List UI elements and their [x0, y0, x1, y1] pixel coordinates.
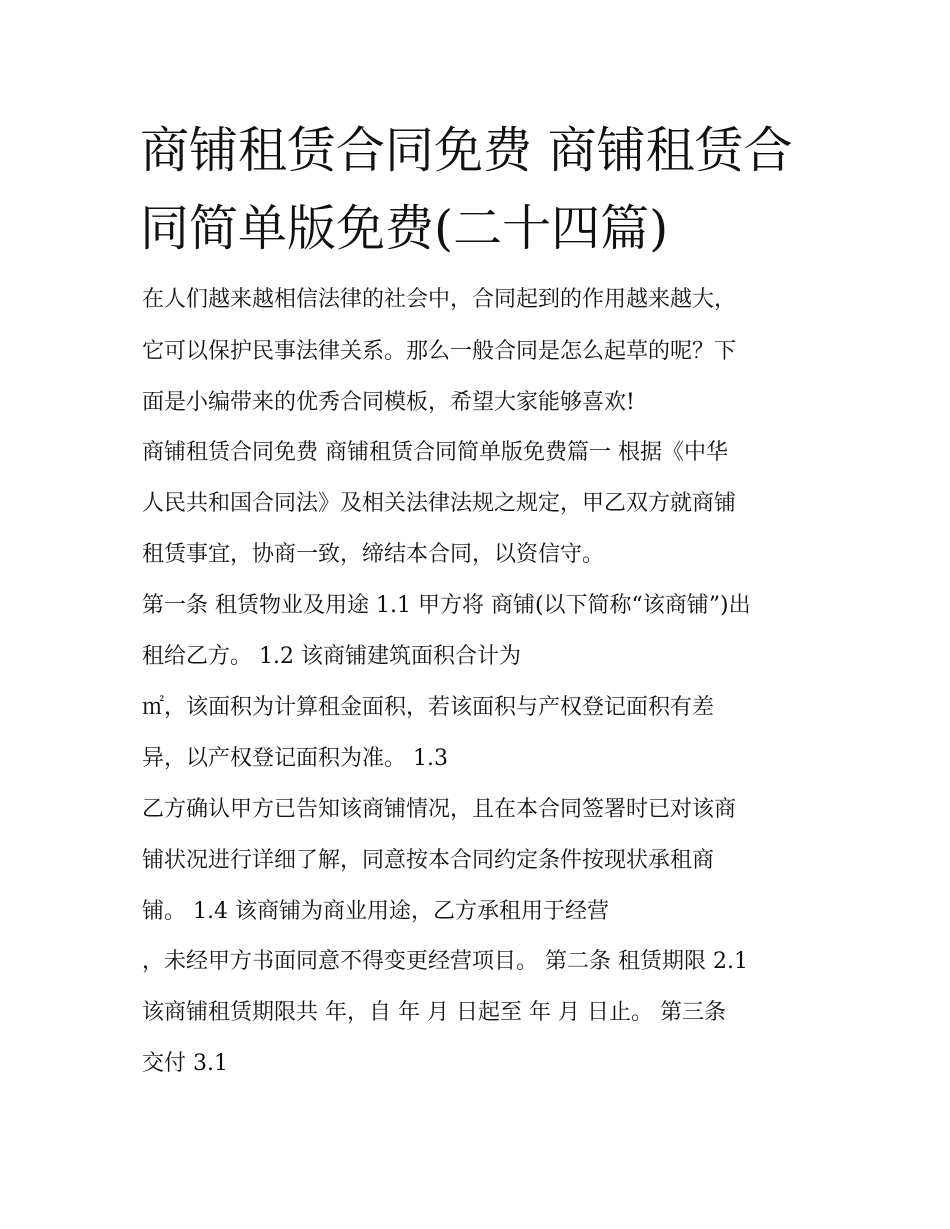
article-1-line-1: 第一条 租赁物业及用途 1.1 甲方将 商铺(以下简称“该商铺”)出	[142, 593, 751, 618]
article-1-line-6: 铺状况进行详细了解，同意按本合同约定条件按现状承租商	[142, 848, 715, 873]
article-2-line-1: ，未经甲方书面同意不得变更经营项目。 第二条 租赁期限 2.1	[142, 949, 748, 974]
intro-line-1: 在人们越来越相信法律的社会中，合同起到的作用越来越大，	[142, 287, 737, 312]
article-1-line-4: 异，以产权登记面积为准。 1.3	[142, 746, 448, 771]
preamble-line-2: 人民共和国合同法》及相关法律法规之规定，甲乙双方就商铺	[142, 491, 737, 516]
article-3-line-1: 交付 3.1	[142, 1051, 228, 1076]
article-1-line-5: 乙方确认甲方已告知该商铺情况，且在本合同签署时已对该商	[142, 797, 737, 822]
intro-line-3: 面是小编带来的优秀合同模板，希望大家能够喜欢!	[142, 390, 635, 415]
preamble-line-3: 租赁事宜，协商一致，缔结本合同，以资信守。	[142, 542, 605, 567]
article-2-line-2: 该商铺租赁期限共 年，自 年 月 日起至 年 月 日止。 第三条	[142, 1000, 726, 1025]
title-line-2: 同简单版免费(二十四篇)	[140, 200, 669, 257]
intro-line-2: 它可以保护民事法律关系。那么一般合同是怎么起草的呢？下	[142, 339, 737, 364]
document-title	[140, 112, 820, 268]
article-1-line-7: 铺。 1.4 该商铺为商业用途，乙方承租用于经营	[142, 899, 609, 924]
article-1-line-3: ㎡，该面积为计算租金面积，若该面积与产权登记面积有差	[142, 695, 715, 720]
article-1-line-2: 租给乙方。 1.2 该商铺建筑面积合计为	[142, 644, 521, 669]
title-line-1: 商铺租赁合同免费 商铺租赁合	[140, 122, 793, 179]
preamble-line-1: 商铺租赁合同免费 商铺租赁合同简单版免费篇一 根据《中华	[142, 440, 728, 465]
